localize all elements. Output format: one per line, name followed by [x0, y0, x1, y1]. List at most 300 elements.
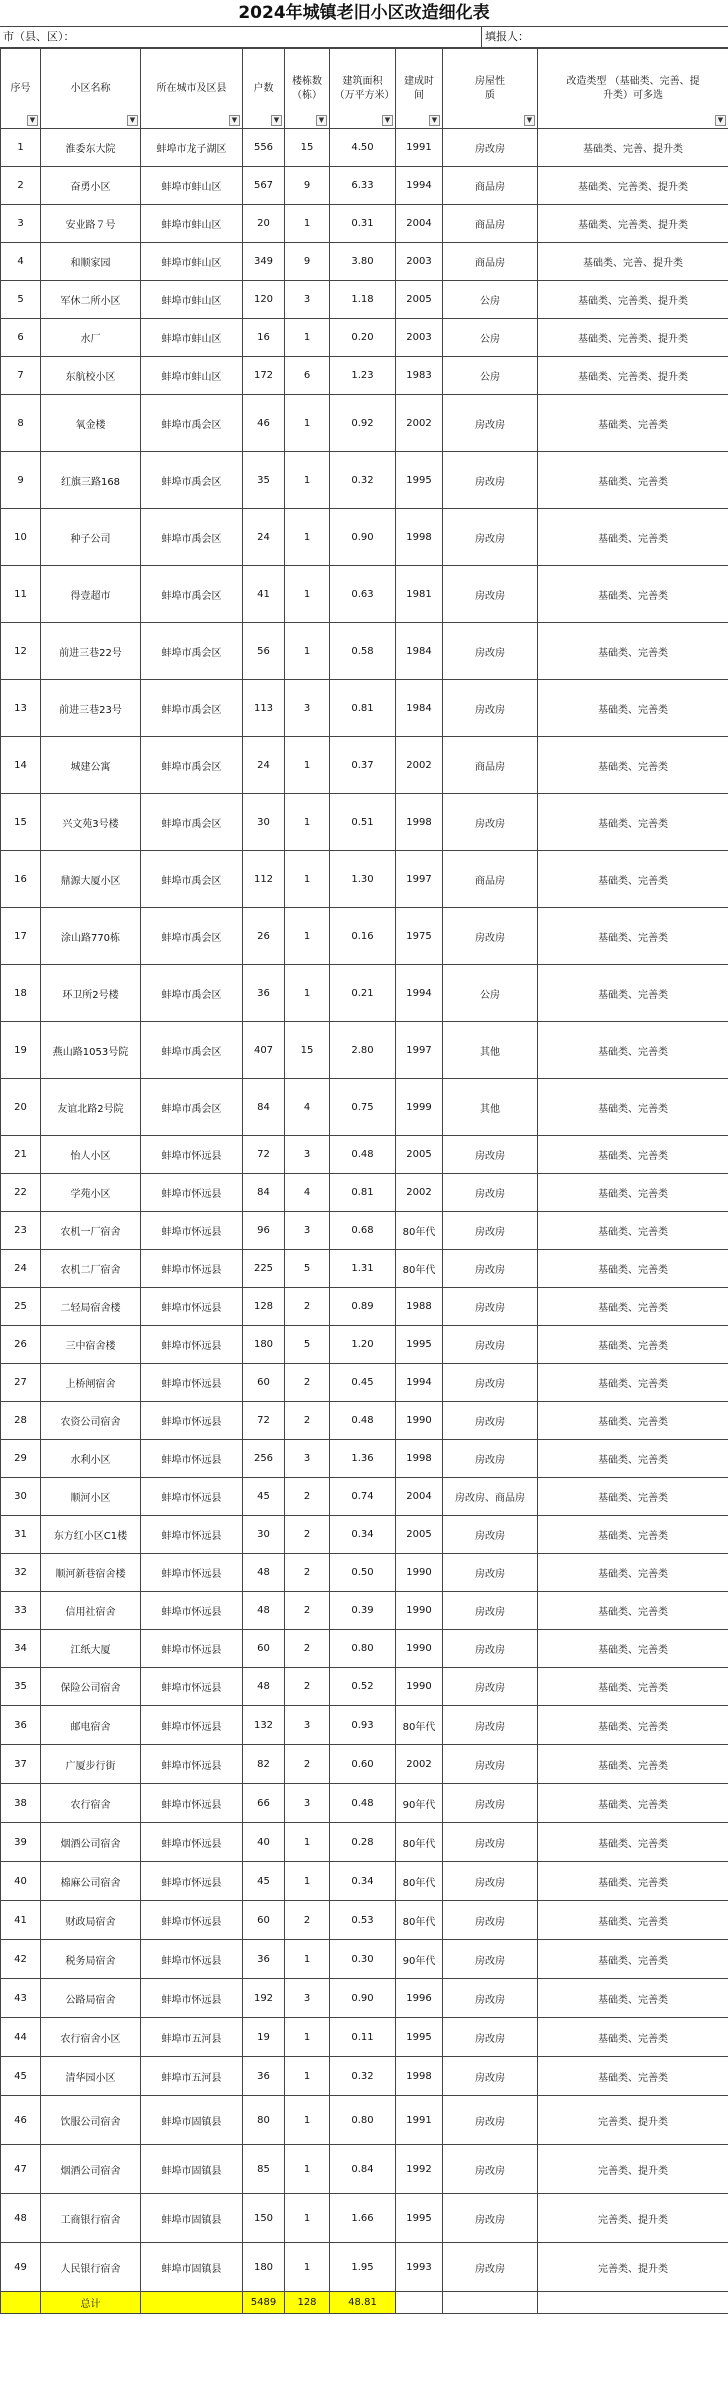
cell-type[interactable]: 基础类、完善、提升类 — [538, 129, 728, 167]
cell-households[interactable]: 172 — [243, 357, 285, 395]
col-header-year[interactable]: 建成时间 ▼ — [396, 49, 443, 129]
cell-name[interactable]: 二轻局宿舍楼 — [41, 1288, 141, 1326]
cell-buildings[interactable]: 3 — [285, 1979, 330, 2018]
cell-name[interactable]: 农机二厂宿舍 — [41, 1250, 141, 1288]
cell-households[interactable]: 113 — [243, 680, 285, 737]
cell-district[interactable]: 蚌埠市怀远县 — [141, 1212, 243, 1250]
cell-no[interactable]: 6 — [1, 319, 41, 357]
cell-name[interactable]: 顺河新巷宿舍楼 — [41, 1554, 141, 1592]
cell-year[interactable]: 1984 — [396, 623, 443, 680]
cell-year[interactable]: 90年代 — [396, 1784, 443, 1823]
cell-year[interactable]: 1984 — [396, 680, 443, 737]
cell-district[interactable]: 蚌埠市禹会区 — [141, 452, 243, 509]
cell-property[interactable]: 房改房 — [443, 2145, 538, 2194]
cell-no[interactable]: 46 — [1, 2096, 41, 2145]
cell-area[interactable]: 0.68 — [330, 1212, 396, 1250]
cell-name[interactable]: 怡人小区 — [41, 1136, 141, 1174]
cell-area[interactable]: 0.39 — [330, 1592, 396, 1630]
cell-type[interactable]: 基础类、完善类 — [538, 965, 728, 1022]
cell-type[interactable]: 基础类、完善类 — [538, 1668, 728, 1706]
cell-type[interactable]: 基础类、完善、提升类 — [538, 243, 728, 281]
cell-area[interactable]: 0.74 — [330, 1478, 396, 1516]
cell-name[interactable]: 江纸大厦 — [41, 1630, 141, 1668]
total-cell-blank[interactable] — [396, 2292, 443, 2314]
cell-no[interactable]: 25 — [1, 1288, 41, 1326]
cell-name[interactable]: 兴文苑3号楼 — [41, 794, 141, 851]
cell-buildings[interactable]: 2 — [285, 1745, 330, 1784]
cell-buildings[interactable]: 1 — [285, 851, 330, 908]
cell-households[interactable]: 24 — [243, 737, 285, 794]
cell-district[interactable]: 蚌埠市怀远县 — [141, 1250, 243, 1288]
cell-area[interactable]: 4.50 — [330, 129, 396, 167]
cell-year[interactable]: 1990 — [396, 1402, 443, 1440]
cell-households[interactable]: 85 — [243, 2145, 285, 2194]
cell-households[interactable]: 16 — [243, 319, 285, 357]
cell-property[interactable]: 房改房 — [443, 908, 538, 965]
cell-area[interactable]: 0.30 — [330, 1940, 396, 1979]
cell-year[interactable]: 1991 — [396, 129, 443, 167]
cell-area[interactable]: 3.80 — [330, 243, 396, 281]
cell-name[interactable]: 水利小区 — [41, 1440, 141, 1478]
cell-no[interactable]: 21 — [1, 1136, 41, 1174]
cell-no[interactable]: 27 — [1, 1364, 41, 1402]
cell-property[interactable]: 房改房 — [443, 623, 538, 680]
total-label[interactable]: 总计 — [41, 2292, 141, 2314]
col-header-no[interactable]: 序号 ▼ — [1, 49, 41, 129]
cell-buildings[interactable]: 1 — [285, 2018, 330, 2057]
cell-district[interactable]: 蚌埠市怀远县 — [141, 1862, 243, 1901]
cell-property[interactable]: 商品房 — [443, 737, 538, 794]
cell-households[interactable]: 60 — [243, 1364, 285, 1402]
cell-area[interactable]: 0.48 — [330, 1136, 396, 1174]
cell-property[interactable]: 房改房 — [443, 1862, 538, 1901]
cell-buildings[interactable]: 6 — [285, 357, 330, 395]
total-cell-blank[interactable] — [1, 2292, 41, 2314]
cell-name[interactable]: 水厂 — [41, 319, 141, 357]
cell-property[interactable]: 房改房 — [443, 1823, 538, 1862]
cell-area[interactable]: 1.36 — [330, 1440, 396, 1478]
cell-type[interactable]: 基础类、完善类 — [538, 908, 728, 965]
cell-buildings[interactable]: 1 — [285, 1862, 330, 1901]
cell-district[interactable]: 蚌埠市怀远县 — [141, 1940, 243, 1979]
cell-year[interactable]: 2002 — [396, 1174, 443, 1212]
cell-buildings[interactable]: 1 — [285, 452, 330, 509]
cell-name[interactable]: 上桥闸宿舍 — [41, 1364, 141, 1402]
cell-year[interactable]: 80年代 — [396, 1823, 443, 1862]
cell-type[interactable]: 基础类、完善类 — [538, 1212, 728, 1250]
cell-buildings[interactable]: 2 — [285, 1402, 330, 1440]
cell-type[interactable]: 基础类、完善类 — [538, 1630, 728, 1668]
cell-type[interactable]: 基础类、完善类 — [538, 1823, 728, 1862]
cell-buildings[interactable]: 3 — [285, 1136, 330, 1174]
cell-households[interactable]: 48 — [243, 1554, 285, 1592]
cell-buildings[interactable]: 4 — [285, 1174, 330, 1212]
cell-name[interactable]: 东方红小区C1楼 — [41, 1516, 141, 1554]
cell-area[interactable]: 1.20 — [330, 1326, 396, 1364]
cell-buildings[interactable]: 3 — [285, 1440, 330, 1478]
cell-year[interactable]: 80年代 — [396, 1212, 443, 1250]
cell-year[interactable]: 1975 — [396, 908, 443, 965]
cell-property[interactable]: 公房 — [443, 319, 538, 357]
cell-buildings[interactable]: 1 — [285, 737, 330, 794]
cell-area[interactable]: 0.32 — [330, 2057, 396, 2096]
cell-no[interactable]: 26 — [1, 1326, 41, 1364]
cell-buildings[interactable]: 4 — [285, 1079, 330, 1136]
cell-property[interactable]: 房改房 — [443, 1784, 538, 1823]
cell-no[interactable]: 20 — [1, 1079, 41, 1136]
cell-year[interactable]: 2005 — [396, 1136, 443, 1174]
cell-buildings[interactable]: 1 — [285, 1823, 330, 1862]
cell-property[interactable]: 房改房 — [443, 1440, 538, 1478]
cell-year[interactable]: 2005 — [396, 281, 443, 319]
cell-property[interactable]: 房改房 — [443, 794, 538, 851]
cell-year[interactable]: 1990 — [396, 1554, 443, 1592]
cell-district[interactable]: 蚌埠市怀远县 — [141, 1326, 243, 1364]
cell-buildings[interactable]: 1 — [285, 205, 330, 243]
cell-district[interactable]: 蚌埠市禹会区 — [141, 395, 243, 452]
cell-property[interactable]: 房改房 — [443, 1940, 538, 1979]
cell-name[interactable]: 棉麻公司宿舍 — [41, 1862, 141, 1901]
cell-buildings[interactable]: 1 — [285, 566, 330, 623]
cell-district[interactable]: 蚌埠市怀远县 — [141, 1784, 243, 1823]
cell-buildings[interactable]: 3 — [285, 680, 330, 737]
cell-households[interactable]: 407 — [243, 1022, 285, 1079]
cell-no[interactable]: 18 — [1, 965, 41, 1022]
cell-district[interactable]: 蚌埠市蚌山区 — [141, 243, 243, 281]
cell-area[interactable]: 2.80 — [330, 1022, 396, 1079]
cell-type[interactable]: 基础类、完善类 — [538, 509, 728, 566]
cell-no[interactable]: 36 — [1, 1706, 41, 1745]
cell-no[interactable]: 19 — [1, 1022, 41, 1079]
cell-district[interactable]: 蚌埠市禹会区 — [141, 509, 243, 566]
cell-households[interactable]: 120 — [243, 281, 285, 319]
cell-households[interactable]: 24 — [243, 509, 285, 566]
cell-area[interactable]: 0.84 — [330, 2145, 396, 2194]
cell-year[interactable]: 1983 — [396, 357, 443, 395]
cell-type[interactable]: 基础类、完善类 — [538, 1136, 728, 1174]
cell-area[interactable]: 0.50 — [330, 1554, 396, 1592]
cell-area[interactable]: 0.90 — [330, 509, 396, 566]
cell-type[interactable]: 基础类、完善类 — [538, 794, 728, 851]
cell-property[interactable]: 房改房 — [443, 129, 538, 167]
cell-property[interactable]: 房改房 — [443, 2018, 538, 2057]
cell-buildings[interactable]: 1 — [285, 1940, 330, 1979]
cell-property[interactable]: 商品房 — [443, 243, 538, 281]
cell-no[interactable]: 37 — [1, 1745, 41, 1784]
cell-district[interactable]: 蚌埠市禹会区 — [141, 566, 243, 623]
cell-district[interactable]: 蚌埠市怀远县 — [141, 1136, 243, 1174]
cell-area[interactable]: 0.80 — [330, 1630, 396, 1668]
dropdown-arrow-icon[interactable]: ▼ — [27, 115, 38, 126]
cell-area[interactable]: 0.34 — [330, 1516, 396, 1554]
cell-name[interactable]: 涂山路770栋 — [41, 908, 141, 965]
cell-district[interactable]: 蚌埠市蚌山区 — [141, 167, 243, 205]
cell-area[interactable]: 0.60 — [330, 1745, 396, 1784]
cell-property[interactable]: 房改房 — [443, 1516, 538, 1554]
cell-buildings[interactable]: 1 — [285, 319, 330, 357]
cell-district[interactable]: 蚌埠市怀远县 — [141, 1901, 243, 1940]
cell-property[interactable]: 房改房 — [443, 1745, 538, 1784]
cell-area[interactable]: 0.89 — [330, 1288, 396, 1326]
cell-year[interactable]: 1998 — [396, 1440, 443, 1478]
cell-area[interactable]: 0.34 — [330, 1862, 396, 1901]
cell-property[interactable]: 其他 — [443, 1022, 538, 1079]
cell-name[interactable]: 奋勇小区 — [41, 167, 141, 205]
cell-buildings[interactable]: 1 — [285, 2145, 330, 2194]
cell-district[interactable]: 蚌埠市禹会区 — [141, 1022, 243, 1079]
cell-buildings[interactable]: 2 — [285, 1592, 330, 1630]
cell-no[interactable]: 47 — [1, 2145, 41, 2194]
cell-no[interactable]: 31 — [1, 1516, 41, 1554]
cell-district[interactable]: 蚌埠市怀远县 — [141, 1823, 243, 1862]
cell-year[interactable]: 1981 — [396, 566, 443, 623]
cell-district[interactable]: 蚌埠市怀远县 — [141, 1745, 243, 1784]
cell-type[interactable]: 基础类、完善类 — [538, 851, 728, 908]
cell-type[interactable]: 基础类、完善类 — [538, 623, 728, 680]
cell-district[interactable]: 蚌埠市怀远县 — [141, 1554, 243, 1592]
cell-name[interactable]: 种子公司 — [41, 509, 141, 566]
cell-name[interactable]: 农机一厂宿舍 — [41, 1212, 141, 1250]
cell-households[interactable]: 556 — [243, 129, 285, 167]
cell-year[interactable]: 1997 — [396, 851, 443, 908]
cell-type[interactable]: 基础类、完善类 — [538, 1940, 728, 1979]
cell-name[interactable]: 红旗三路168 — [41, 452, 141, 509]
cell-type[interactable]: 基础类、完善类 — [538, 1784, 728, 1823]
cell-property[interactable]: 房改房 — [443, 1668, 538, 1706]
cell-no[interactable]: 10 — [1, 509, 41, 566]
cell-area[interactable]: 0.20 — [330, 319, 396, 357]
cell-households[interactable]: 132 — [243, 1706, 285, 1745]
cell-property[interactable]: 商品房 — [443, 205, 538, 243]
cell-no[interactable]: 7 — [1, 357, 41, 395]
cell-households[interactable]: 60 — [243, 1630, 285, 1668]
cell-property[interactable]: 其他 — [443, 1079, 538, 1136]
cell-households[interactable]: 96 — [243, 1212, 285, 1250]
cell-name[interactable]: 农资公司宿舍 — [41, 1402, 141, 1440]
cell-no[interactable]: 15 — [1, 794, 41, 851]
cell-type[interactable]: 基础类、完善类 — [538, 1901, 728, 1940]
cell-property[interactable]: 房改房 — [443, 1402, 538, 1440]
cell-district[interactable]: 蚌埠市怀远县 — [141, 1706, 243, 1745]
cell-no[interactable]: 1 — [1, 129, 41, 167]
cell-buildings[interactable]: 1 — [285, 2243, 330, 2292]
cell-type[interactable]: 完善类、提升类 — [538, 2145, 728, 2194]
cell-no[interactable]: 49 — [1, 2243, 41, 2292]
cell-buildings[interactable]: 2 — [285, 1630, 330, 1668]
dropdown-arrow-icon[interactable]: ▼ — [382, 115, 393, 126]
cell-area[interactable]: 0.75 — [330, 1079, 396, 1136]
cell-district[interactable]: 蚌埠市蚌山区 — [141, 281, 243, 319]
cell-buildings[interactable]: 2 — [285, 1516, 330, 1554]
cell-buildings[interactable]: 9 — [285, 243, 330, 281]
cell-name[interactable]: 广厦步行街 — [41, 1745, 141, 1784]
cell-area[interactable]: 0.45 — [330, 1364, 396, 1402]
cell-area[interactable]: 0.21 — [330, 965, 396, 1022]
cell-households[interactable]: 112 — [243, 851, 285, 908]
cell-households[interactable]: 40 — [243, 1823, 285, 1862]
cell-district[interactable]: 蚌埠市怀远县 — [141, 1174, 243, 1212]
cell-year[interactable]: 80年代 — [396, 1706, 443, 1745]
cell-district[interactable]: 蚌埠市禹会区 — [141, 680, 243, 737]
cell-buildings[interactable]: 1 — [285, 395, 330, 452]
cell-name[interactable]: 学苑小区 — [41, 1174, 141, 1212]
cell-buildings[interactable]: 2 — [285, 1668, 330, 1706]
cell-year[interactable]: 80年代 — [396, 1901, 443, 1940]
cell-type[interactable]: 完善类、提升类 — [538, 2194, 728, 2243]
cell-households[interactable]: 66 — [243, 1784, 285, 1823]
cell-no[interactable]: 8 — [1, 395, 41, 452]
cell-name[interactable]: 友谊北路2号院 — [41, 1079, 141, 1136]
cell-year[interactable]: 1998 — [396, 794, 443, 851]
cell-area[interactable]: 0.93 — [330, 1706, 396, 1745]
cell-households[interactable]: 80 — [243, 2096, 285, 2145]
cell-year[interactable]: 1990 — [396, 1668, 443, 1706]
cell-type[interactable]: 基础类、完善类 — [538, 1592, 728, 1630]
cell-name[interactable]: 淮委东大院 — [41, 129, 141, 167]
cell-no[interactable]: 13 — [1, 680, 41, 737]
total-cell-blank[interactable] — [141, 2292, 243, 2314]
cell-households[interactable]: 150 — [243, 2194, 285, 2243]
cell-district[interactable]: 蚌埠市禹会区 — [141, 737, 243, 794]
cell-name[interactable]: 环卫所2号楼 — [41, 965, 141, 1022]
cell-district[interactable]: 蚌埠市固镇县 — [141, 2145, 243, 2194]
cell-year[interactable]: 1994 — [396, 1364, 443, 1402]
cell-type[interactable]: 基础类、完善类 — [538, 1554, 728, 1592]
cell-buildings[interactable]: 2 — [285, 1478, 330, 1516]
cell-type[interactable]: 基础类、完善类 — [538, 680, 728, 737]
cell-households[interactable]: 45 — [243, 1862, 285, 1901]
cell-district[interactable]: 蚌埠市怀远县 — [141, 1516, 243, 1554]
cell-buildings[interactable]: 3 — [285, 1784, 330, 1823]
cell-district[interactable]: 蚌埠市怀远县 — [141, 1979, 243, 2018]
cell-type[interactable]: 基础类、完善类、提升类 — [538, 205, 728, 243]
cell-area[interactable]: 0.92 — [330, 395, 396, 452]
cell-year[interactable]: 2004 — [396, 205, 443, 243]
cell-area[interactable]: 0.51 — [330, 794, 396, 851]
col-header-area[interactable]: 建筑面积（万平方米） ▼ — [330, 49, 396, 129]
cell-households[interactable]: 30 — [243, 794, 285, 851]
cell-name[interactable]: 安业路７号 — [41, 205, 141, 243]
cell-year[interactable]: 2002 — [396, 737, 443, 794]
col-header-type[interactable]: 改造类型 （基础类、完善、提升类）可多选 ▼ — [538, 49, 728, 129]
cell-name[interactable]: 饮服公司宿舍 — [41, 2096, 141, 2145]
cell-area[interactable]: 0.48 — [330, 1402, 396, 1440]
dropdown-arrow-icon[interactable]: ▼ — [271, 115, 282, 126]
cell-year[interactable]: 1995 — [396, 2194, 443, 2243]
cell-area[interactable]: 6.33 — [330, 167, 396, 205]
col-header-district[interactable]: 所在城市及区县 ▼ — [141, 49, 243, 129]
cell-no[interactable]: 41 — [1, 1901, 41, 1940]
cell-type[interactable]: 基础类、完善类 — [538, 1250, 728, 1288]
cell-type[interactable]: 基础类、完善类 — [538, 1440, 728, 1478]
cell-households[interactable]: 128 — [243, 1288, 285, 1326]
cell-year[interactable]: 2003 — [396, 319, 443, 357]
cell-buildings[interactable]: 2 — [285, 1554, 330, 1592]
cell-property[interactable]: 房改房 — [443, 395, 538, 452]
cell-property[interactable]: 房改房 — [443, 680, 538, 737]
cell-property[interactable]: 房改房 — [443, 1326, 538, 1364]
cell-district[interactable]: 蚌埠市龙子湖区 — [141, 129, 243, 167]
cell-households[interactable]: 84 — [243, 1079, 285, 1136]
cell-district[interactable]: 蚌埠市怀远县 — [141, 1402, 243, 1440]
cell-households[interactable]: 84 — [243, 1174, 285, 1212]
cell-no[interactable]: 12 — [1, 623, 41, 680]
cell-district[interactable]: 蚌埠市五河县 — [141, 2018, 243, 2057]
cell-no[interactable]: 24 — [1, 1250, 41, 1288]
cell-no[interactable]: 38 — [1, 1784, 41, 1823]
cell-district[interactable]: 蚌埠市蚌山区 — [141, 205, 243, 243]
dropdown-arrow-icon[interactable]: ▼ — [316, 115, 327, 126]
cell-property[interactable]: 房改房 — [443, 1174, 538, 1212]
cell-year[interactable]: 1990 — [396, 1630, 443, 1668]
cell-year[interactable]: 2005 — [396, 1516, 443, 1554]
cell-households[interactable]: 36 — [243, 1940, 285, 1979]
cell-area[interactable]: 1.95 — [330, 2243, 396, 2292]
cell-year[interactable]: 1998 — [396, 2057, 443, 2096]
cell-type[interactable]: 基础类、完善类 — [538, 395, 728, 452]
cell-area[interactable]: 1.18 — [330, 281, 396, 319]
cell-type[interactable]: 基础类、完善类 — [538, 1478, 728, 1516]
cell-households[interactable]: 36 — [243, 2057, 285, 2096]
cell-buildings[interactable]: 5 — [285, 1326, 330, 1364]
dropdown-arrow-icon[interactable]: ▼ — [715, 115, 726, 126]
cell-district[interactable]: 蚌埠市禹会区 — [141, 965, 243, 1022]
col-header-property[interactable]: 房屋性质 ▼ — [443, 49, 538, 129]
cell-district[interactable]: 蚌埠市蚌山区 — [141, 319, 243, 357]
cell-property[interactable]: 商品房 — [443, 851, 538, 908]
cell-type[interactable]: 基础类、完善类 — [538, 1079, 728, 1136]
cell-type[interactable]: 基础类、完善类 — [538, 1745, 728, 1784]
cell-property[interactable]: 房改房 — [443, 509, 538, 566]
cell-district[interactable]: 蚌埠市五河县 — [141, 2057, 243, 2096]
cell-name[interactable]: 鼎源大厦小区 — [41, 851, 141, 908]
cell-year[interactable]: 2003 — [396, 243, 443, 281]
cell-district[interactable]: 蚌埠市怀远县 — [141, 1630, 243, 1668]
cell-year[interactable]: 1992 — [396, 2145, 443, 2194]
cell-buildings[interactable]: 2 — [285, 1364, 330, 1402]
cell-type[interactable]: 基础类、完善类 — [538, 1706, 728, 1745]
cell-name[interactable]: 财政局宿舍 — [41, 1901, 141, 1940]
cell-area[interactable]: 0.48 — [330, 1784, 396, 1823]
cell-property[interactable]: 房改房 — [443, 1979, 538, 2018]
cell-no[interactable]: 23 — [1, 1212, 41, 1250]
cell-name[interactable]: 人民银行宿舍 — [41, 2243, 141, 2292]
cell-district[interactable]: 蚌埠市固镇县 — [141, 2194, 243, 2243]
cell-households[interactable]: 82 — [243, 1745, 285, 1784]
cell-district[interactable]: 蚌埠市怀远县 — [141, 1668, 243, 1706]
cell-district[interactable]: 蚌埠市蚌山区 — [141, 357, 243, 395]
cell-households[interactable]: 180 — [243, 2243, 285, 2292]
cell-district[interactable]: 蚌埠市禹会区 — [141, 794, 243, 851]
cell-households[interactable]: 45 — [243, 1478, 285, 1516]
cell-property[interactable]: 房改房 — [443, 2096, 538, 2145]
cell-no[interactable]: 28 — [1, 1402, 41, 1440]
cell-no[interactable]: 14 — [1, 737, 41, 794]
cell-buildings[interactable]: 1 — [285, 2057, 330, 2096]
cell-district[interactable]: 蚌埠市怀远县 — [141, 1440, 243, 1478]
cell-year[interactable]: 2002 — [396, 1745, 443, 1784]
total-households[interactable]: 5489 — [243, 2292, 285, 2314]
cell-households[interactable]: 256 — [243, 1440, 285, 1478]
cell-district[interactable]: 蚌埠市固镇县 — [141, 2243, 243, 2292]
cell-no[interactable]: 22 — [1, 1174, 41, 1212]
cell-year[interactable]: 80年代 — [396, 1862, 443, 1901]
cell-households[interactable]: 56 — [243, 623, 285, 680]
cell-district[interactable]: 蚌埠市固镇县 — [141, 2096, 243, 2145]
cell-area[interactable]: 1.66 — [330, 2194, 396, 2243]
cell-no[interactable]: 48 — [1, 2194, 41, 2243]
cell-area[interactable]: 0.37 — [330, 737, 396, 794]
